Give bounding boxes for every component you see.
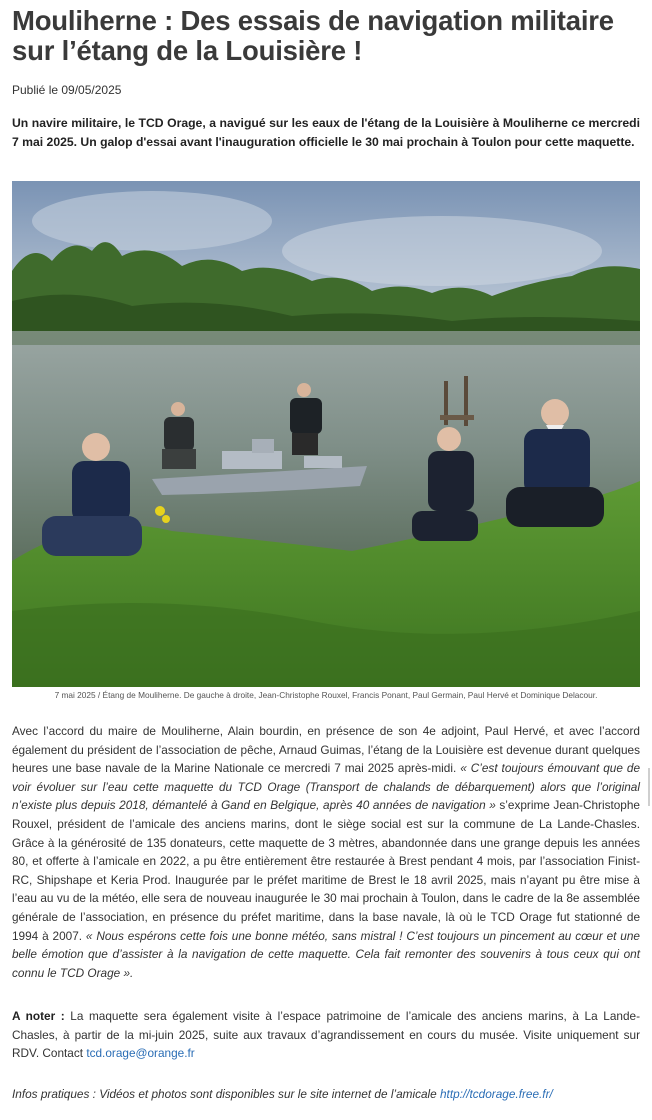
photo-caption: 7 mai 2025 / Étang de Mouliherne. De gauche à droite, Jean-Christophe Rouxel, Francis Ponant, Paul Germain, Paul Hervé et Dominique Delacour. <box>54 690 598 700</box>
article-photo <box>12 181 640 687</box>
publish-date: Publié le 09/05/2025 <box>12 83 122 97</box>
body-quote-2: « Nous espérons cette fois une bonne météo, sans mistral ! C’est toujours un pincement au cœur et une belle émotion que d’assister à la navigation de cette maquette. Cela fait remonter des souvenirs à tous ceux qui ont connu le TCD Orage ». <box>12 928 640 980</box>
article-lead: Un navire militaire, le TCD Orage, a navigué sur les eaux de l'étang de la Louisière à Mouliherne ce mercredi 7 mai 2025. Un galop d'essai avant l'inauguration officielle le 30 mai prochain à Toulon pour cette maquette. <box>12 116 640 149</box>
lake-photo-illustration <box>12 181 640 687</box>
body-paragraph-1: Avec l’accord du maire de Mouliherne, Alain bourdin, en présence de son 4e adjoint, Paul Hervé, et avec l’accord également du président de l’association de pêche, Arnaud Guimas, l’étang de la Louisière est devenue durant quelques heures une base navale de la Marine Nationale ce mercredi 7 mai 2025 après-midi. <box>12 724 640 776</box>
article-body <box>12 722 640 982</box>
infos-pratiques <box>12 1085 640 1103</box>
note-label: A noter : <box>12 1009 65 1023</box>
contact-email-link[interactable]: tcd.orage@orange.fr <box>86 1046 195 1061</box>
note-text: La maquette sera également visite à l’espace patrimoine de l’amicale des anciens marins, à La Lande-Chasles, à partir de la mi-juin 2025, suite aux travaux d’agrandissement en cours du musée. Visite uniquement sur RDV. Contact <box>12 1009 641 1061</box>
article-title: Mouliherne : Des essais de navigation militaire sur l’étang de la Louisière ! <box>12 5 614 66</box>
body-quote-1: « C’est toujours émouvant que de voir évoluer sur l’eau cette maquette du TCD Orage (Transport de chalands de débarquement) alors que l’original n’existe plus depuis 2018, démantelé à Gand en Belgique, après 40 années de navigation » <box>12 761 641 813</box>
infos-text: Infos pratiques : Vidéos et photos sont disponibles sur le site internet de l’amicale <box>12 1087 440 1101</box>
scrollbar-thumb[interactable] <box>648 768 650 806</box>
body-paragraph-2: s’exprime Jean-Christophe Rouxel, président de l’amicale des anciens marins, dont le siège social est sur la commune de La Lande-Chasles. Grâce à la générosité de 135 donateurs, cette maquette de 3 mètres, abandonnée dans une grange depuis les années 80, et offerte à l’amicale en 2022, a pu être entièrement être restaurée à Brest pendant 4 mois, par l’association Finist-RC, Shipshape et Keria Prod. Inaugurée par le préfet maritime de Brest le 18 avril 2025, mais n’ayant pu être mise à l’eau au vu de la météo, elle sera de nouveau inaugurée le 30 mai prochain à Toulon, dans le cadre de la 8e assemblée générale de l’association, en présence du préfet maritime, dans la base navale, là où le TCD Orage fut stationné de 1994 à 2007. <box>12 798 640 943</box>
amicale-website-link[interactable]: http://tcdorage.free.fr/ <box>440 1087 553 1101</box>
note-paragraph <box>12 1007 640 1063</box>
